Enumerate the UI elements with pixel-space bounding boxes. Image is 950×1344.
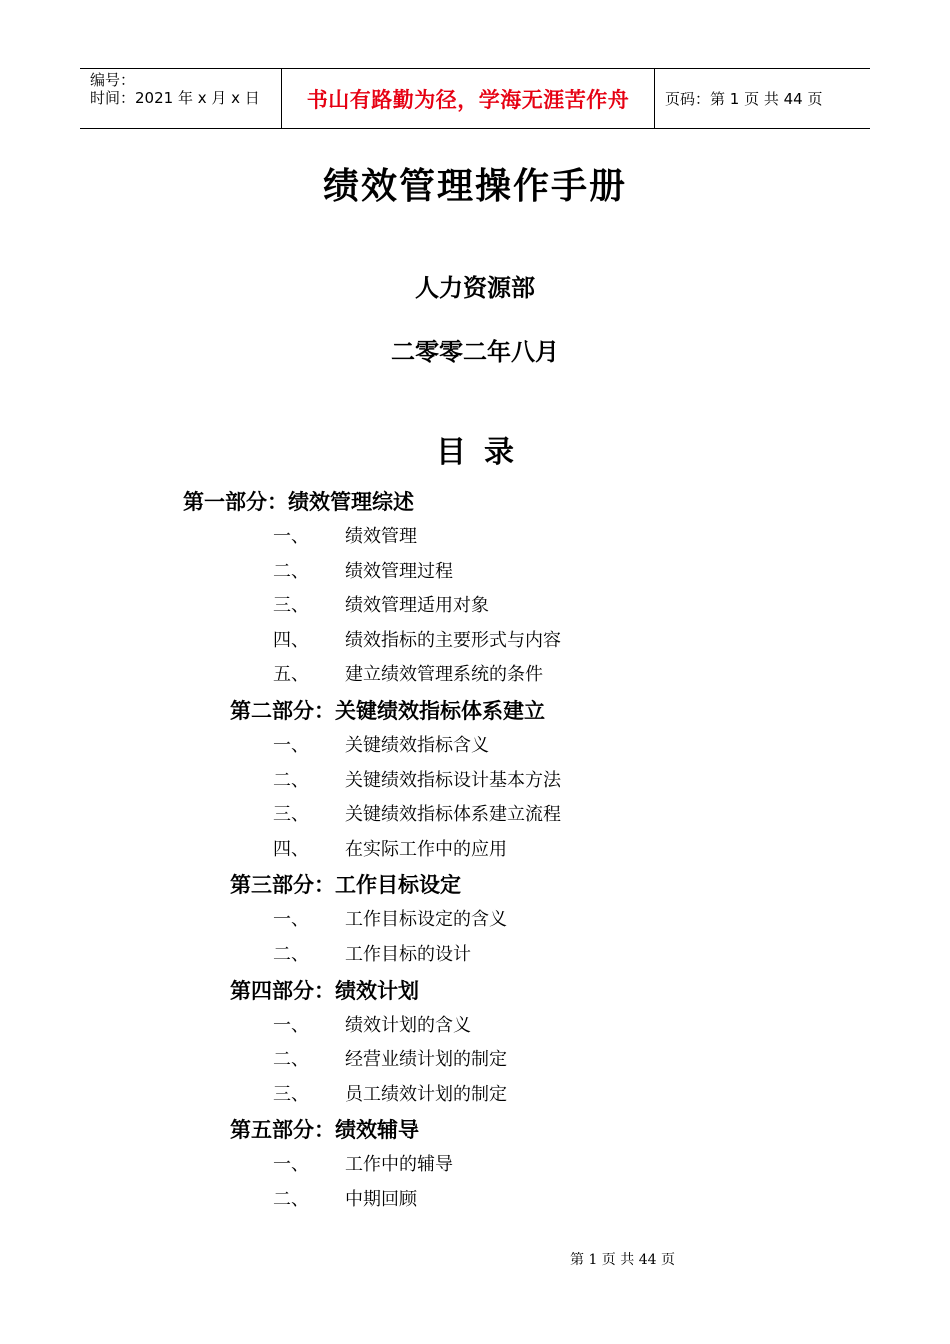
toc-entry-number: 一、 <box>273 1154 309 1176</box>
document-number: 编号： <box>90 71 136 89</box>
toc-entry-title: 关键绩效指标设计基本方法 <box>345 769 561 791</box>
toc-entry-title: 在实际工作中的应用 <box>345 838 507 860</box>
toc-part-heading[interactable]: 第一部分：绩效管理综述 <box>183 490 414 514</box>
toc-entry-title: 绩效计划的含义 <box>345 1014 471 1036</box>
page-header <box>80 68 870 129</box>
toc-entry-title: 绩效指标的主要形式与内容 <box>345 629 561 651</box>
toc-entry-title: 绩效管理 <box>345 526 417 547</box>
toc-entry-number: 一、 <box>273 1014 309 1036</box>
toc-entry-number: 四、 <box>273 629 309 651</box>
toc-entry-number: 二、 <box>273 769 309 791</box>
document-title: 绩效管理操作手册 <box>322 166 627 207</box>
toc-heading: 目录 <box>436 435 532 470</box>
toc-entry-title: 中期回顾 <box>345 1189 417 1210</box>
document-date: 二零零二年八月 <box>391 338 559 366</box>
toc-part-heading[interactable]: 第五部分：绩效辅导 <box>230 1118 419 1143</box>
toc-part-heading[interactable]: 第二部分：关键绩效指标体系建立 <box>230 699 545 723</box>
department-name: 人力资源部 <box>415 274 535 302</box>
toc-entry-title: 工作中的辅导 <box>345 1154 453 1176</box>
document-time: 时间：2021 年 x 月 x 日 <box>90 89 260 107</box>
toc-entry-title: 关键绩效指标体系建立流程 <box>345 804 561 826</box>
toc-entry-number: 三、 <box>273 1083 309 1105</box>
toc-entry-title: 建立绩效管理系统的条件 <box>345 664 543 686</box>
toc-entry-title: 绩效管理过程 <box>345 560 453 582</box>
toc-entry-number: 二、 <box>273 1189 309 1210</box>
header-page-info: 页码：第 1 页 共 44 页 <box>665 90 823 108</box>
toc-entry-number: 一、 <box>273 909 309 931</box>
header-motto: 书山有路勤为径，学海无涯苦作舟 <box>306 87 630 112</box>
toc-entry-title: 工作目标设定的含义 <box>345 909 507 931</box>
page-footer: 第 1 页 共 44 页 <box>570 1252 675 1268</box>
toc-entry-number: 四、 <box>273 838 309 860</box>
toc-entry-number: 三、 <box>273 804 309 826</box>
toc-entry-number: 二、 <box>273 944 309 965</box>
toc-entry-number: 二、 <box>273 560 309 582</box>
toc-entry-title: 员工绩效计划的制定 <box>345 1083 507 1105</box>
toc-entry-title: 关键绩效指标含义 <box>345 735 489 756</box>
toc-entry-title: 经营业绩计划的制定 <box>345 1049 507 1071</box>
toc-entry-number: 一、 <box>273 526 309 547</box>
toc-entry-title: 绩效管理适用对象 <box>345 595 489 617</box>
toc-entry-number: 二、 <box>273 1049 309 1071</box>
header-meta <box>80 69 282 128</box>
toc-part-heading[interactable]: 第四部分：绩效计划 <box>230 978 419 1003</box>
toc-entry-number: 五、 <box>273 664 309 686</box>
toc-part-heading[interactable]: 第三部分：工作目标设定 <box>230 873 461 898</box>
toc-entry-number: 一、 <box>273 735 309 756</box>
toc-entry-title: 工作目标的设计 <box>345 944 471 965</box>
toc-entry-number: 三、 <box>273 595 309 617</box>
header-motto-cell <box>282 69 655 128</box>
